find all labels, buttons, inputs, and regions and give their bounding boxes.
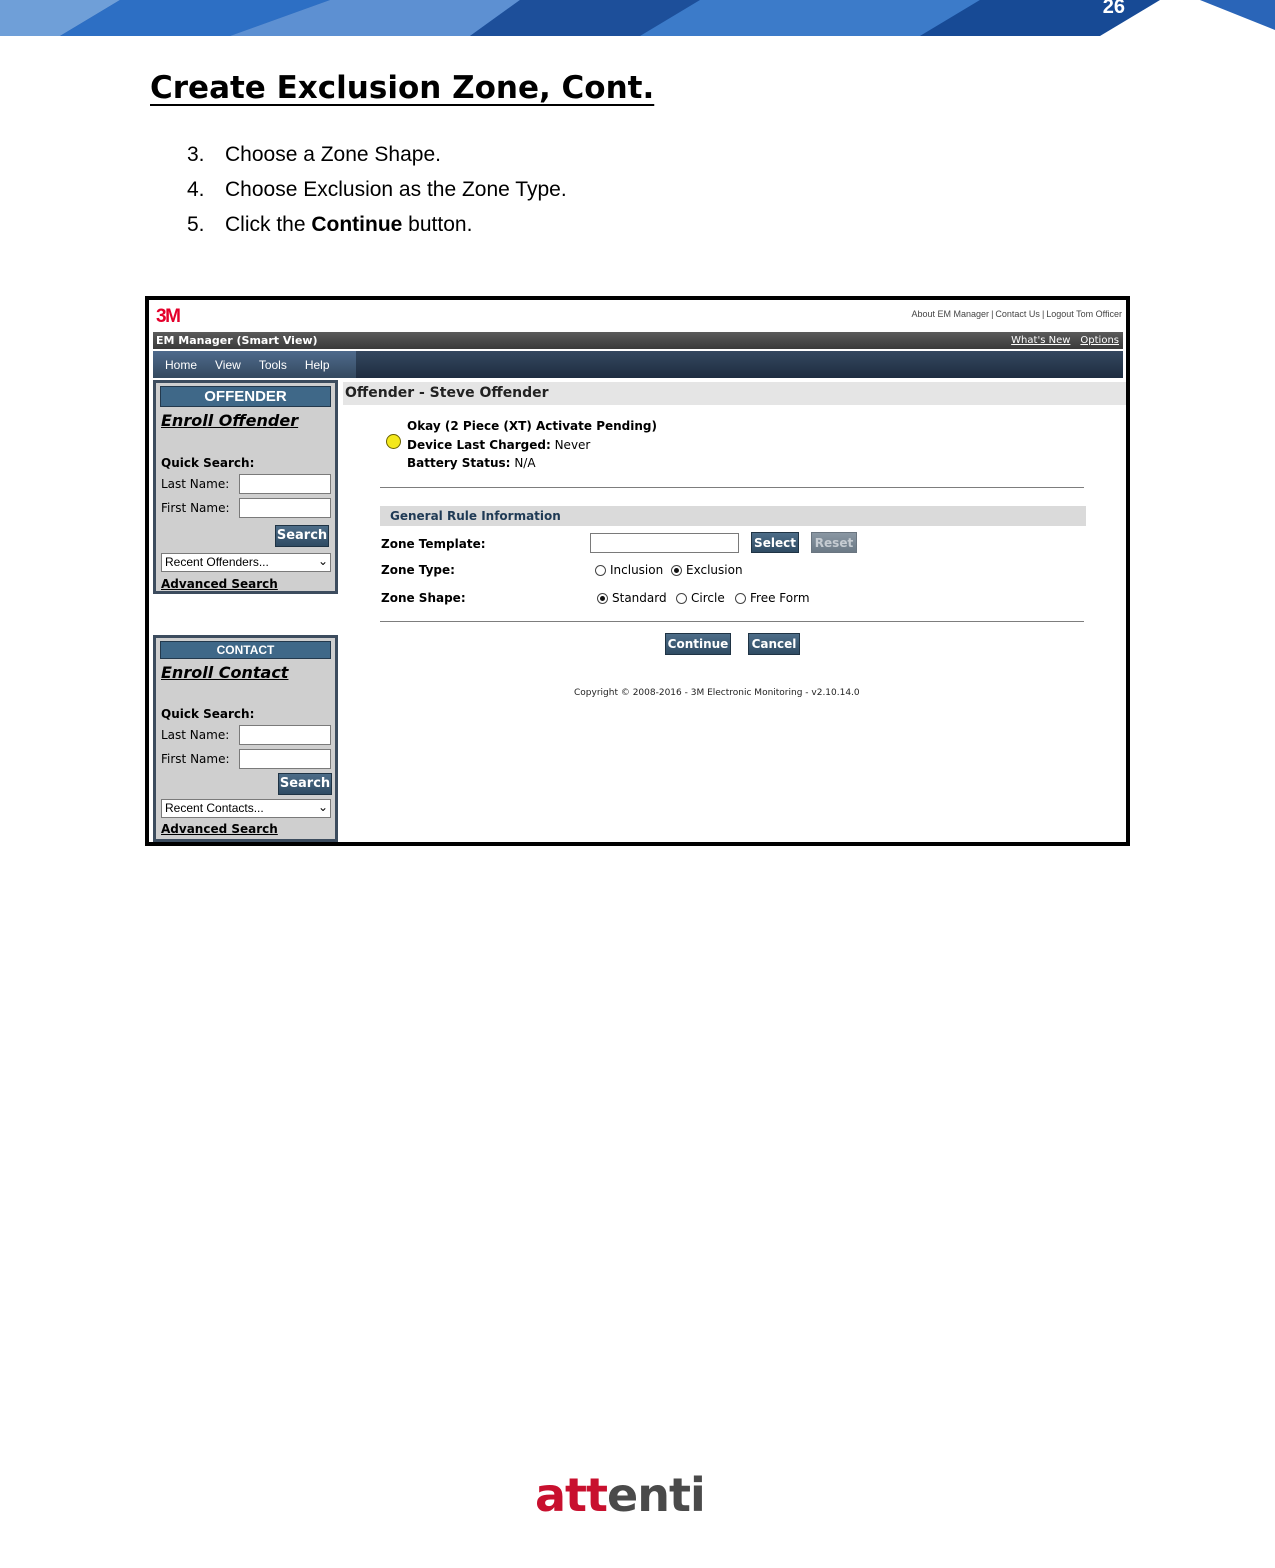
contact-panel-header: CONTACT bbox=[160, 641, 331, 659]
logo-part-b: enti bbox=[607, 1468, 705, 1522]
options-link[interactable]: Options bbox=[1080, 335, 1119, 346]
recent-offenders-select[interactable] bbox=[161, 553, 331, 572]
contact-last-name-input[interactable] bbox=[239, 725, 331, 745]
enroll-contact-link[interactable]: Enroll Contact bbox=[161, 663, 289, 682]
nav-view[interactable]: View bbox=[215, 357, 241, 372]
contact-search-button[interactable]: Search bbox=[278, 773, 332, 795]
app-titlebar bbox=[153, 332, 1123, 349]
divider bbox=[380, 621, 1084, 622]
instruction-steps bbox=[187, 143, 567, 248]
step-number: 4. bbox=[187, 178, 205, 201]
offender-advanced-search-link[interactable]: Advanced Search bbox=[161, 577, 278, 591]
device-status: Okay (2 Piece (XT) Activate Pending) bbox=[407, 419, 658, 433]
zone-template-input[interactable] bbox=[590, 533, 739, 553]
first-name-label: First Name: bbox=[161, 752, 230, 766]
offender-first-name-input[interactable] bbox=[239, 498, 331, 518]
app-screenshot bbox=[145, 296, 1130, 846]
app-title: EM Manager (Smart View) bbox=[156, 334, 318, 347]
radio-label: Exclusion bbox=[686, 563, 743, 577]
offender-heading: Offender - Steve Offender bbox=[343, 382, 1126, 405]
zone-type-inclusion-radio[interactable] bbox=[595, 563, 663, 577]
recent-contacts-select[interactable] bbox=[161, 799, 331, 818]
offender-search-button[interactable]: Search bbox=[275, 525, 329, 547]
charged-label: Device Last Charged: bbox=[407, 438, 551, 452]
page-title: Create Exclusion Zone, Cont. bbox=[150, 70, 655, 106]
cancel-button[interactable]: Cancel bbox=[748, 633, 800, 655]
radio-icon bbox=[676, 593, 687, 604]
zone-shape-circle-radio[interactable] bbox=[676, 591, 725, 605]
offender-panel-header: OFFENDER bbox=[160, 386, 331, 407]
first-name-label: First Name: bbox=[161, 501, 230, 515]
enroll-offender-link[interactable]: Enroll Offender bbox=[161, 411, 299, 430]
chevron-down-icon: ⌄ bbox=[317, 800, 328, 814]
step-item bbox=[187, 143, 567, 178]
zone-shape-standard-radio[interactable] bbox=[597, 591, 667, 605]
logout-link[interactable]: Logout Tom Officer bbox=[1046, 309, 1122, 319]
whats-new-link[interactable]: What's New bbox=[1011, 335, 1071, 346]
radio-icon bbox=[595, 565, 606, 576]
zone-type-label: Zone Type: bbox=[381, 563, 455, 577]
quick-search-label: Quick Search: bbox=[161, 707, 255, 721]
title-links bbox=[1001, 332, 1119, 349]
step-text bbox=[225, 213, 472, 248]
copyright-text: Copyright © 2008-2016 - 3M Electronic Monitoring - v2.10.14.0 bbox=[574, 688, 860, 698]
step-text-bold: Continue bbox=[311, 213, 403, 236]
battery-label: Battery Status: bbox=[407, 456, 511, 470]
step-text: Choose a Zone Shape. bbox=[225, 143, 441, 166]
step-item bbox=[187, 178, 567, 213]
zone-template-label: Zone Template: bbox=[381, 537, 486, 551]
device-last-charged bbox=[407, 438, 590, 452]
nav-menu bbox=[153, 351, 356, 378]
divider bbox=[380, 487, 1084, 488]
recent-contacts-value: Recent Contacts... bbox=[165, 801, 264, 815]
step-text-pre: Click the bbox=[225, 213, 312, 236]
nav-home[interactable]: Home bbox=[165, 357, 198, 372]
radio-label: Inclusion bbox=[610, 563, 664, 577]
status-indicator-icon bbox=[386, 434, 401, 449]
contact-panel bbox=[153, 635, 338, 842]
3m-logo: 3M bbox=[156, 306, 180, 327]
select-button[interactable]: Select bbox=[751, 532, 799, 553]
radio-label: Circle bbox=[691, 591, 725, 605]
radio-checked-icon bbox=[597, 593, 608, 604]
quick-search-label: Quick Search: bbox=[161, 456, 255, 470]
offender-panel bbox=[153, 380, 338, 594]
offender-last-name-input[interactable] bbox=[239, 474, 331, 494]
step-item bbox=[187, 213, 567, 248]
zone-shape-label: Zone Shape: bbox=[381, 591, 466, 605]
step-text-post: button. bbox=[402, 213, 473, 236]
step-text: Choose Exclusion as the Zone Type. bbox=[225, 178, 567, 201]
battery-value: N/A bbox=[514, 456, 536, 470]
radio-icon bbox=[735, 593, 746, 604]
nav-tools[interactable]: Tools bbox=[258, 357, 287, 372]
contact-first-name-input[interactable] bbox=[239, 749, 331, 769]
page-header-banner bbox=[0, 0, 1275, 36]
continue-button[interactable]: Continue bbox=[665, 633, 731, 655]
logo-part-a: att bbox=[535, 1468, 608, 1522]
recent-offenders-value: Recent Offenders... bbox=[165, 555, 269, 569]
attenti-logo bbox=[535, 1468, 705, 1522]
nav-help[interactable]: Help bbox=[304, 357, 330, 372]
nav-bar bbox=[153, 351, 1123, 378]
battery-status bbox=[407, 456, 536, 470]
reset-button[interactable]: Reset bbox=[811, 532, 857, 553]
zone-shape-freeform-radio[interactable] bbox=[735, 591, 810, 605]
radio-checked-icon bbox=[671, 565, 682, 576]
last-name-label: Last Name: bbox=[161, 477, 230, 491]
charged-value: Never bbox=[554, 438, 591, 452]
banner-graphic bbox=[0, 0, 1275, 36]
page-number: 26 bbox=[1102, 0, 1125, 18]
step-number: 5. bbox=[187, 213, 205, 236]
app-topbar bbox=[149, 300, 1126, 328]
chevron-down-icon: ⌄ bbox=[317, 554, 328, 568]
radio-label: Free Form bbox=[750, 591, 810, 605]
last-name-label: Last Name: bbox=[161, 728, 230, 742]
top-links: About EM Manager | Contact Us | Logout Tom Officer bbox=[911, 309, 1122, 319]
general-rule-section-header: General Rule Information bbox=[380, 506, 1086, 526]
contact-us-link[interactable]: Contact Us bbox=[995, 309, 1040, 319]
radio-label: Standard bbox=[612, 591, 667, 605]
zone-type-exclusion-radio[interactable] bbox=[671, 563, 743, 577]
step-number: 3. bbox=[187, 143, 205, 166]
contact-advanced-search-link[interactable]: Advanced Search bbox=[161, 822, 278, 836]
about-link[interactable]: About EM Manager bbox=[911, 309, 990, 319]
